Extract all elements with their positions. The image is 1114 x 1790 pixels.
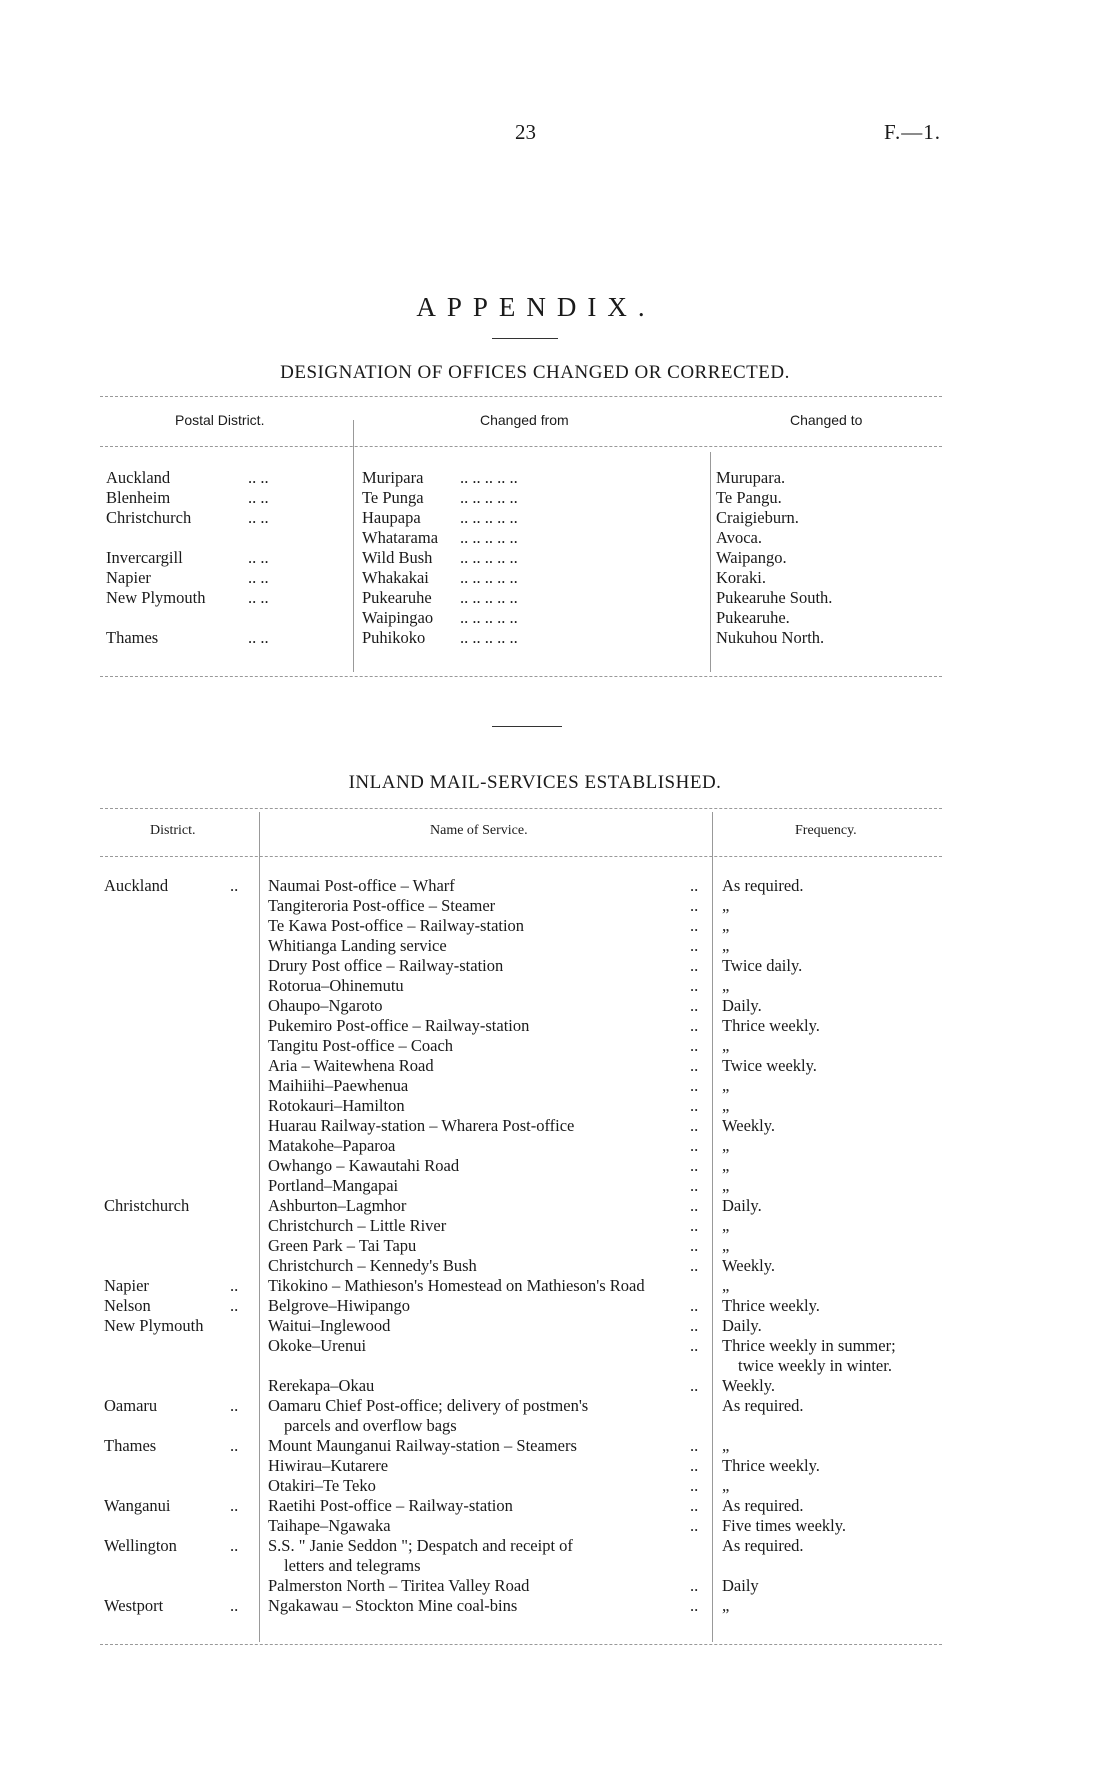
service-row	[0, 1016, 1114, 1036]
service-name: Drury Post office – Railway-station	[268, 956, 504, 975]
designation-row	[0, 488, 1114, 508]
designation-row	[0, 548, 1114, 568]
leader-dots: .. ..	[248, 588, 269, 607]
leader-dots: ..	[690, 1516, 699, 1535]
leader-dots: .. .. .. .. ..	[460, 588, 518, 607]
leader-dots: .. ..	[248, 508, 269, 527]
leader-dots: ..	[690, 1436, 699, 1455]
service-name: Palmerston North – Tiritea Valley Road	[268, 1576, 530, 1595]
leader-dots: ..	[230, 1596, 239, 1615]
service-frequency: „	[722, 896, 730, 915]
designation-title: DESIGNATION OF OFFICES CHANGED OR CORRECTED.	[280, 362, 790, 383]
service-name: Christchurch – Kennedy's Bush	[268, 1256, 477, 1275]
leader-dots: ..	[690, 1596, 699, 1615]
designation-district: Invercargill	[106, 548, 183, 567]
service-district: Napier	[104, 1276, 149, 1295]
service-district: New Plymouth	[104, 1316, 204, 1335]
designation-changed-from: Puhikoko	[362, 628, 426, 647]
designation-changed-from: Whakakai	[362, 568, 429, 587]
service-district: Thames	[104, 1436, 157, 1455]
leader-dots: ..	[690, 1156, 699, 1175]
service-district: Auckland	[104, 876, 169, 895]
service-row	[0, 996, 1114, 1016]
leader-dots: ..	[690, 876, 699, 895]
service-frequency-continued: twice weekly in winter.	[738, 1356, 892, 1375]
service-frequency: Daily.	[722, 1196, 762, 1215]
service-name: Pukemiro Post-office – Railway-station	[268, 1016, 530, 1035]
service-name: Aria – Waitewhena Road	[268, 1056, 434, 1075]
leader-dots: .. .. .. .. ..	[460, 508, 518, 527]
designation-row	[0, 528, 1114, 548]
service-name: Rotorua–Ohinemutu	[268, 976, 404, 995]
service-row	[0, 1536, 1114, 1556]
inland-header-frequency: Frequency.	[795, 823, 857, 838]
service-frequency: Weekly.	[722, 1256, 776, 1275]
designation-district: Auckland	[106, 468, 171, 487]
service-frequency: „	[722, 1476, 730, 1495]
leader-dots: .. .. .. .. ..	[460, 628, 518, 647]
service-row	[0, 1596, 1114, 1616]
designation-changed-to: Waipango.	[716, 548, 787, 567]
designation-changed-from: Wild Bush	[362, 548, 433, 567]
leader-dots: ..	[690, 996, 699, 1015]
service-row-continuation	[0, 1416, 1114, 1436]
leader-dots: ..	[690, 1056, 699, 1075]
leader-dots: ..	[690, 1036, 699, 1055]
service-name: S.S. " Janie Seddon "; Despatch and receipt of	[268, 1536, 573, 1555]
designation-changed-to: Koraki.	[716, 568, 766, 587]
service-row	[0, 896, 1114, 916]
leader-dots: ..	[690, 1576, 699, 1595]
designation-changed-to: Craigieburn.	[716, 508, 799, 527]
leader-dots: ..	[690, 1016, 699, 1035]
service-name: Oamaru Chief Post-office; delivery of postmen's	[268, 1396, 589, 1415]
service-row	[0, 876, 1114, 896]
page-number: 23	[515, 120, 536, 144]
service-frequency: Thrice weekly in summer;	[722, 1336, 896, 1355]
leader-dots: ..	[690, 1096, 699, 1115]
service-name: Otakiri–Te Teko	[268, 1476, 376, 1495]
service-name: Ashburton–Lagmhor	[268, 1196, 407, 1215]
leader-dots: ..	[690, 1176, 699, 1195]
service-frequency: Thrice weekly.	[722, 1456, 820, 1475]
designation-top-rule	[100, 396, 942, 397]
service-frequency: As required.	[722, 876, 804, 895]
service-row	[0, 1136, 1114, 1156]
designation-district: Blenheim	[106, 488, 171, 507]
service-name: Tikokino – Mathieson's Homestead on Mathieson's Road	[268, 1276, 645, 1295]
service-frequency: „	[722, 1176, 730, 1195]
leader-dots: .. ..	[248, 548, 269, 567]
service-name-continued: letters and telegrams	[284, 1556, 421, 1575]
service-frequency: „	[722, 1276, 730, 1295]
leader-dots: ..	[690, 1116, 699, 1135]
service-frequency: Weekly.	[722, 1376, 776, 1395]
service-frequency: Daily	[722, 1576, 759, 1595]
designation-district: Napier	[106, 568, 151, 587]
service-frequency: „	[722, 1136, 730, 1155]
designation-changed-from: Pukearuhe	[362, 588, 432, 607]
leader-dots: .. ..	[248, 468, 269, 487]
leader-dots: ..	[690, 1476, 699, 1495]
service-frequency: „	[722, 976, 730, 995]
designation-changed-from: Te Punga	[362, 488, 424, 507]
service-district: Christchurch	[104, 1196, 190, 1215]
service-frequency: „	[722, 916, 730, 935]
service-name: Maihiihi–Paewhenua	[268, 1076, 409, 1095]
inland-table	[0, 876, 1114, 1616]
service-district: Nelson	[104, 1296, 151, 1315]
service-frequency: Twice daily.	[722, 956, 803, 975]
service-name: Tangitu Post-office – Coach	[268, 1036, 454, 1055]
leader-dots: .. ..	[248, 628, 269, 647]
leader-dots: ..	[230, 1396, 239, 1415]
service-frequency: As required.	[722, 1496, 804, 1515]
designation-bottom-rule	[100, 676, 942, 677]
service-row	[0, 1096, 1114, 1116]
service-row	[0, 1316, 1114, 1336]
service-frequency: Five times weekly.	[722, 1516, 847, 1535]
leader-dots: .. .. .. .. ..	[460, 568, 518, 587]
service-frequency: „	[722, 1596, 730, 1615]
inland-bottom-rule	[100, 1644, 942, 1645]
service-name: Waitui–Inglewood	[268, 1316, 391, 1335]
service-frequency: Twice weekly.	[722, 1056, 817, 1075]
service-row	[0, 1076, 1114, 1096]
designation-row	[0, 568, 1114, 588]
leader-dots: .. .. .. .. ..	[460, 488, 518, 507]
designation-changed-from: Muripara	[362, 468, 424, 487]
service-row	[0, 1336, 1114, 1356]
designation-changed-to: Pukearuhe South.	[716, 588, 833, 607]
service-row	[0, 1276, 1114, 1296]
service-name: Christchurch – Little River	[268, 1216, 447, 1235]
service-district: Westport	[104, 1596, 164, 1615]
service-row	[0, 956, 1114, 976]
designation-changed-to: Avoca.	[716, 528, 762, 547]
service-name: Belgrove–Hiwipango	[268, 1296, 411, 1315]
leader-dots: ..	[690, 1456, 699, 1475]
leader-dots: ..	[690, 1216, 699, 1235]
service-row	[0, 1576, 1114, 1596]
leader-dots: ..	[690, 1256, 699, 1275]
service-frequency: „	[722, 1436, 730, 1455]
service-frequency: „	[722, 1216, 730, 1235]
leader-dots: ..	[690, 1236, 699, 1255]
designation-table	[0, 468, 1114, 648]
service-row	[0, 1496, 1114, 1516]
service-row	[0, 1476, 1114, 1496]
paper-reference: F.—1.	[884, 120, 941, 144]
service-name: Huarau Railway-station – Wharera Post-office	[268, 1116, 575, 1135]
service-row	[0, 1236, 1114, 1256]
section-separator	[492, 726, 562, 727]
service-row	[0, 1516, 1114, 1536]
service-frequency: „	[722, 1236, 730, 1255]
service-name: Hiwirau–Kutarere	[268, 1456, 389, 1475]
service-row	[0, 1376, 1114, 1396]
service-row	[0, 976, 1114, 996]
leader-dots: ..	[690, 1336, 699, 1355]
designation-changed-to: Murupara.	[716, 468, 786, 487]
designation-district: Christchurch	[106, 508, 192, 527]
designation-changed-from: Haupapa	[362, 508, 421, 527]
service-name: Raetihi Post-office – Railway-station	[268, 1496, 513, 1515]
leader-dots: .. .. .. .. ..	[460, 548, 518, 567]
designation-district: New Plymouth	[106, 588, 206, 607]
service-name: Owhango – Kawautahi Road	[268, 1156, 460, 1175]
leader-dots: ..	[690, 976, 699, 995]
service-row	[0, 936, 1114, 956]
service-name: Naumai Post-office – Wharf	[268, 876, 455, 895]
service-row	[0, 1256, 1114, 1276]
service-frequency: Thrice weekly.	[722, 1016, 820, 1035]
service-row	[0, 1176, 1114, 1196]
service-row	[0, 1216, 1114, 1236]
service-frequency: Thrice weekly.	[722, 1296, 820, 1315]
designation-row	[0, 468, 1114, 488]
service-frequency: Daily.	[722, 996, 762, 1015]
leader-dots: ..	[690, 1076, 699, 1095]
service-frequency: As required.	[722, 1396, 804, 1415]
service-row	[0, 1296, 1114, 1316]
designation-changed-to: Pukearuhe.	[716, 608, 790, 627]
leader-dots: ..	[230, 1276, 239, 1295]
designation-row	[0, 588, 1114, 608]
service-name: Whitianga Landing service	[268, 936, 447, 955]
leader-dots: ..	[230, 1496, 239, 1515]
designation-header-district: Postal District.	[175, 412, 265, 428]
leader-dots: .. .. .. .. ..	[460, 608, 518, 627]
leader-dots: ..	[230, 1536, 239, 1555]
designation-header-rule	[100, 446, 942, 447]
inland-header-rule	[100, 856, 942, 857]
designation-header-to: Changed to	[790, 412, 863, 428]
designation-header-from: Changed from	[480, 412, 569, 428]
service-name: Ohaupo–Ngaroto	[268, 996, 383, 1015]
leader-dots: ..	[690, 1196, 699, 1215]
leader-dots: ..	[690, 956, 699, 975]
service-row	[0, 1056, 1114, 1076]
service-name: Green Park – Tai Tapu	[268, 1236, 417, 1255]
designation-changed-from: Waipingao	[362, 608, 434, 627]
leader-dots: .. .. .. .. ..	[460, 528, 518, 547]
service-name: Tangiteroria Post-office – Steamer	[268, 896, 496, 915]
leader-dots: .. ..	[248, 488, 269, 507]
service-name: Te Kawa Post-office – Railway-station	[268, 916, 525, 935]
service-row	[0, 1196, 1114, 1216]
designation-row	[0, 508, 1114, 528]
service-frequency: „	[722, 936, 730, 955]
service-frequency: „	[722, 1156, 730, 1175]
service-frequency: As required.	[722, 1536, 804, 1555]
service-row-continuation	[0, 1556, 1114, 1576]
service-row	[0, 1456, 1114, 1476]
service-frequency: „	[722, 1076, 730, 1095]
service-name: Taihape–Ngawaka	[268, 1516, 391, 1535]
service-frequency: „	[722, 1036, 730, 1055]
leader-dots: ..	[230, 1436, 239, 1455]
service-row	[0, 1396, 1114, 1416]
service-name: Rerekapa–Okau	[268, 1376, 375, 1395]
service-district: Oamaru	[104, 1396, 158, 1415]
leader-dots: ..	[690, 936, 699, 955]
leader-dots: ..	[690, 1136, 699, 1155]
designation-changed-to: Te Pangu.	[716, 488, 782, 507]
inland-top-rule	[100, 808, 942, 809]
service-row	[0, 1036, 1114, 1056]
leader-dots: ..	[690, 1296, 699, 1315]
leader-dots: ..	[690, 1376, 699, 1395]
service-frequency: Weekly.	[722, 1116, 776, 1135]
service-frequency: Daily.	[722, 1316, 762, 1335]
service-row	[0, 916, 1114, 936]
designation-changed-from: Whatarama	[362, 528, 439, 547]
service-frequency: „	[722, 1096, 730, 1115]
leader-dots: ..	[690, 916, 699, 935]
designation-row	[0, 608, 1114, 628]
appendix-title: APPENDIX.	[416, 292, 656, 322]
leader-dots: ..	[690, 1316, 699, 1335]
inland-header-service: Name of Service.	[430, 823, 528, 838]
service-name: Mount Maunganui Railway-station – Steamers	[268, 1436, 577, 1455]
designation-district: Thames	[106, 628, 159, 647]
leader-dots: ..	[690, 896, 699, 915]
service-name: Okoke–Urenui	[268, 1336, 367, 1355]
service-district: Wanganui	[104, 1496, 171, 1515]
designation-changed-to: Nukuhou North.	[716, 628, 825, 647]
title-rule	[492, 338, 558, 339]
leader-dots: .. .. .. .. ..	[460, 468, 518, 487]
leader-dots: ..	[230, 876, 239, 895]
service-name: Rotokauri–Hamilton	[268, 1096, 405, 1115]
leader-dots: ..	[690, 1496, 699, 1515]
service-district: Wellington	[104, 1536, 177, 1555]
inland-title: INLAND MAIL-SERVICES ESTABLISHED.	[348, 772, 722, 793]
service-name-continued: parcels and overflow bags	[284, 1416, 457, 1435]
service-row-continuation	[0, 1356, 1114, 1376]
inland-header-district: District.	[150, 823, 196, 838]
service-name: Portland–Mangapai	[268, 1176, 399, 1195]
leader-dots: .. ..	[248, 568, 269, 587]
service-row	[0, 1116, 1114, 1136]
designation-row	[0, 628, 1114, 648]
leader-dots: ..	[230, 1296, 239, 1315]
service-name: Ngakawau – Stockton Mine coal-bins	[268, 1596, 518, 1615]
service-row	[0, 1156, 1114, 1176]
service-name: Matakohe–Paparoa	[268, 1136, 396, 1155]
service-row	[0, 1436, 1114, 1456]
